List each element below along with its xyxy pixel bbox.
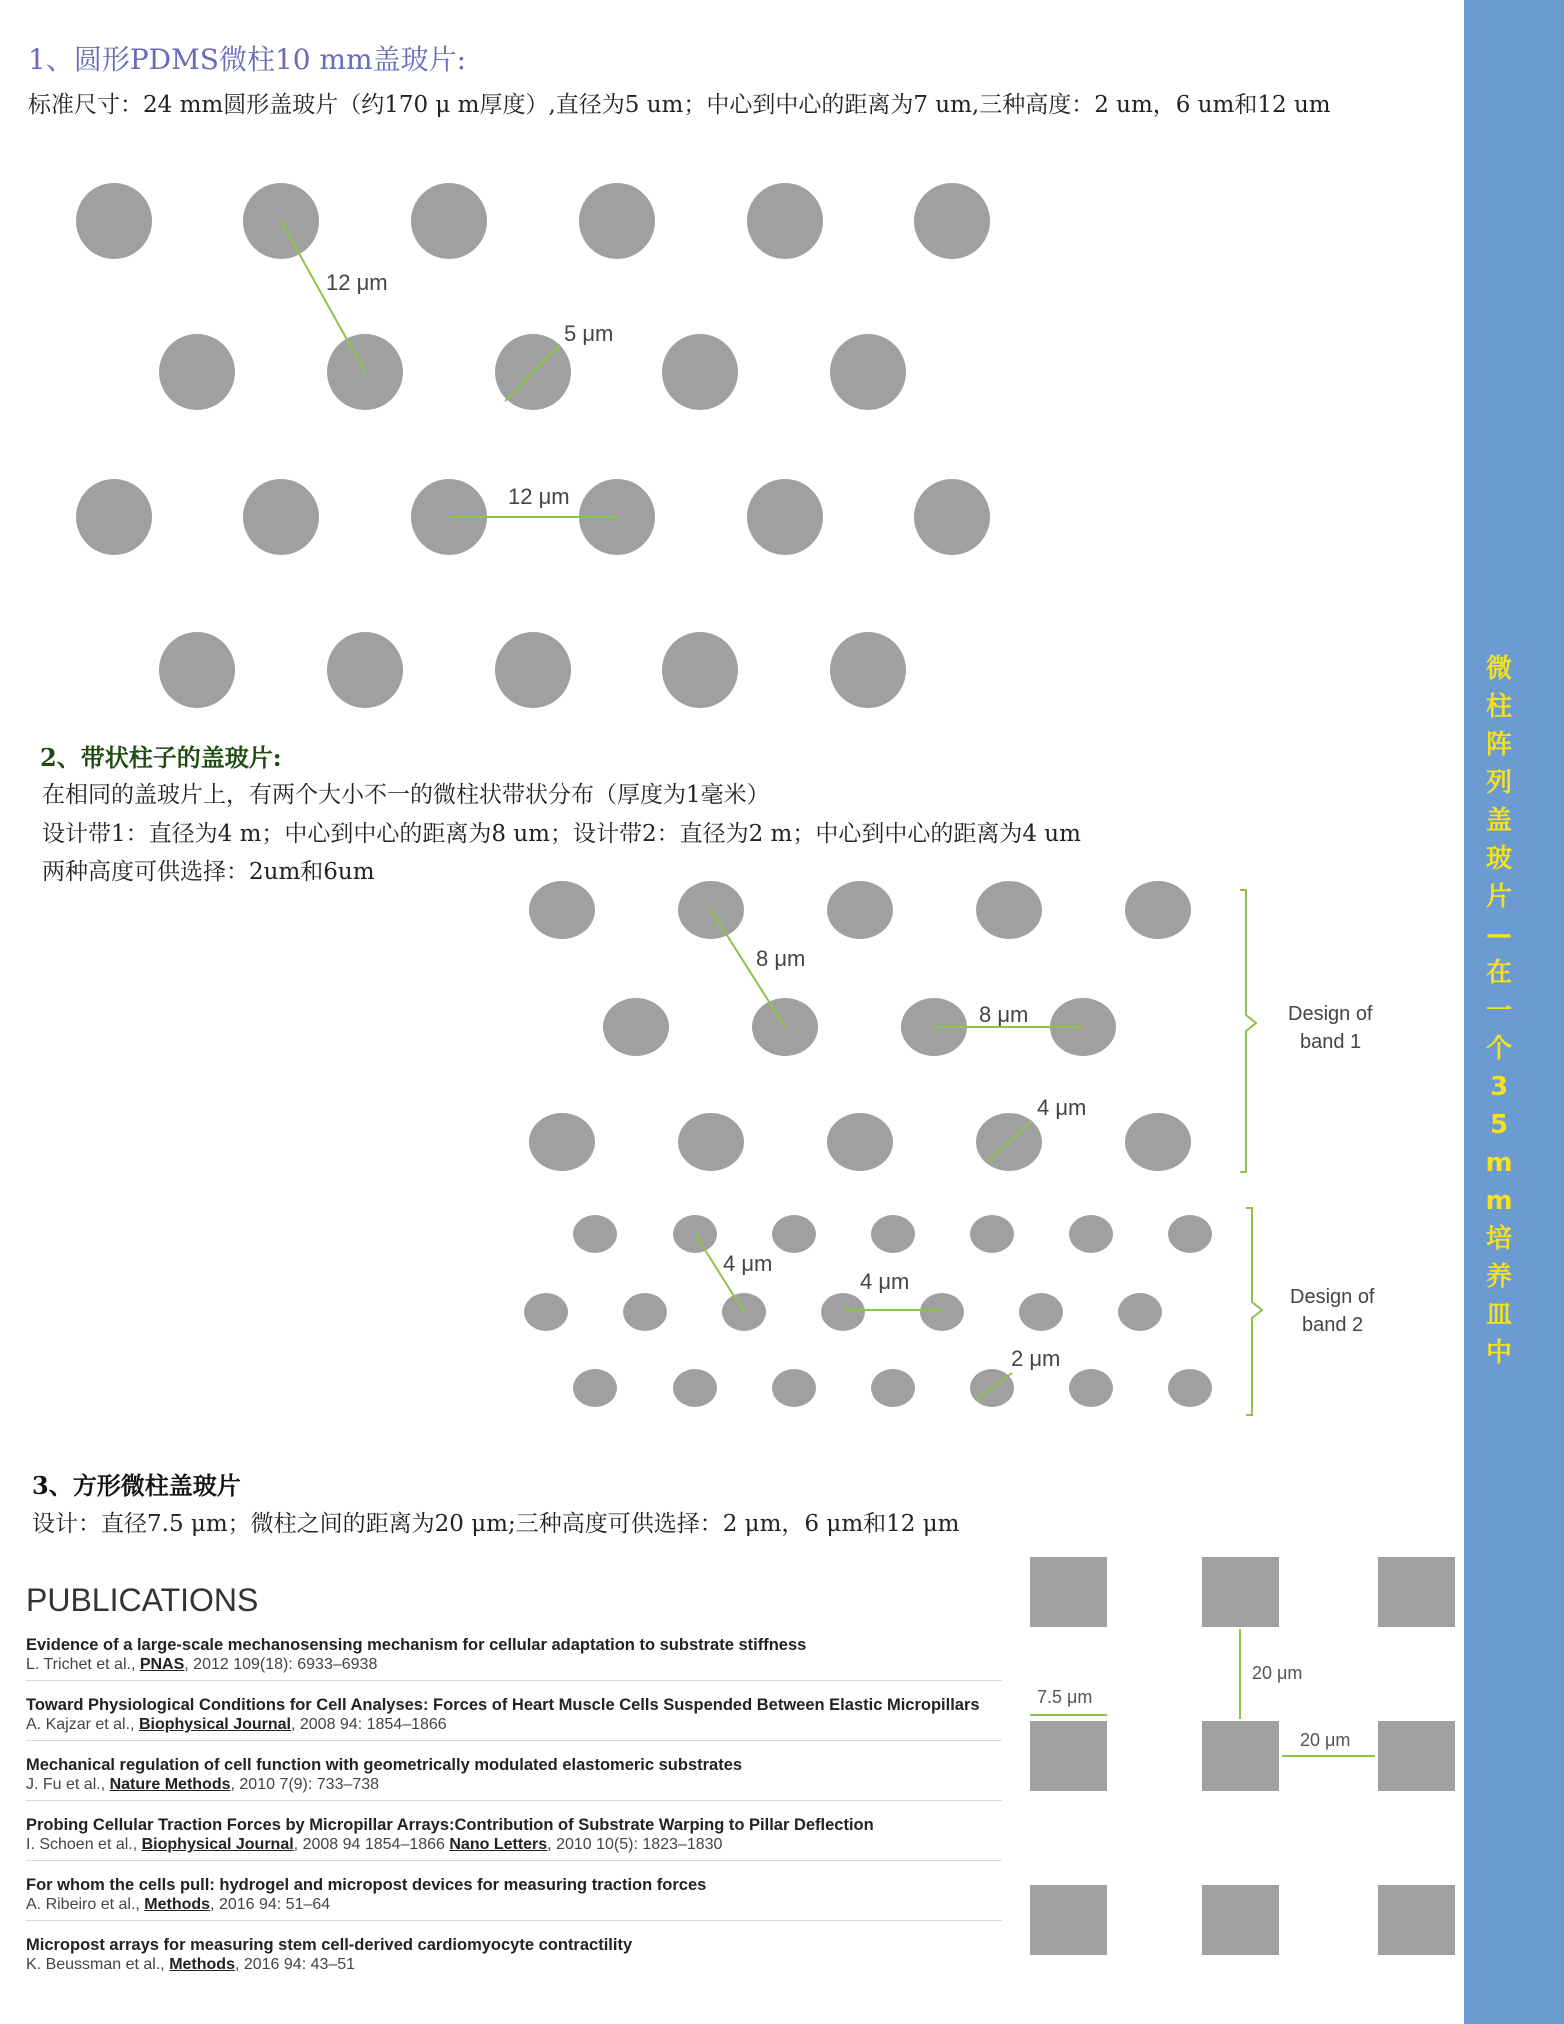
pillar-band2	[623, 1293, 667, 1331]
square-pillar	[1378, 1885, 1455, 1955]
pillar	[243, 479, 319, 555]
pillar-band2	[970, 1215, 1014, 1253]
pillar	[830, 334, 906, 410]
pillar-band2	[821, 1293, 865, 1331]
pillar	[914, 479, 990, 555]
pillar-band2	[573, 1369, 617, 1407]
square-pillar	[1202, 1557, 1279, 1627]
pillar-band2	[871, 1369, 915, 1407]
journal-link[interactable]: Methods	[144, 1896, 211, 1913]
pillar-band1	[529, 1113, 595, 1171]
publication-title[interactable]: Mechanical regulation of cell function with geometrically modulated elastomeric substrates	[26, 1756, 743, 1774]
pillar-band1	[827, 881, 893, 939]
pillar-band2	[1069, 1215, 1113, 1253]
publication-authors: A. Ribeiro et al.,	[26, 1896, 145, 1913]
publication-item	[26, 1756, 1002, 1801]
journal-link[interactable]: Biophysical Journal	[138, 1716, 291, 1733]
band1-diameter-label: 4 μm	[1037, 1095, 1087, 1120]
pillar-band1	[678, 1113, 744, 1171]
publication-item	[26, 1636, 1002, 1681]
journal-link[interactable]: Methods	[169, 1956, 235, 1973]
pillar	[411, 183, 487, 259]
publication-item	[26, 1816, 1002, 1861]
band2-bracket	[1246, 1208, 1262, 1415]
band2-diag-label: 4 μm	[723, 1251, 773, 1276]
pillar-band2	[871, 1215, 915, 1253]
section1-title: 1、圆形PDMS微柱10 mm盖玻片:	[28, 43, 467, 76]
band2-diameter-label: 2 μm	[1011, 1346, 1061, 1371]
pillar	[662, 334, 738, 410]
pillar	[76, 479, 152, 555]
pillar-band1	[1125, 1113, 1191, 1171]
square-pillar	[1030, 1721, 1107, 1791]
section3-spec: 设计：直径7.5 μm；微柱之间的距离为20 μm;三种高度可供选择：2 μm，6 μm和12 μm	[32, 1511, 960, 1537]
section2-line1: 在相同的盖玻片上，有两个大小不一的微柱状带状分布（厚度为1毫米）	[42, 782, 770, 808]
publication-details: , 2008 94: 1854–1866	[290, 1716, 447, 1733]
square-pillar	[1030, 1885, 1107, 1955]
pillar	[159, 334, 235, 410]
publication-item	[26, 1936, 1002, 1980]
section1-figure	[0, 150, 1100, 750]
pillar	[159, 632, 235, 708]
publication-details: , 2008 94 1854–1866	[293, 1836, 450, 1853]
pillar-band1	[1125, 881, 1191, 939]
pillar-band2	[524, 1293, 568, 1331]
diag-label: 12 μm	[326, 270, 388, 295]
vertical-label: 20 μm	[1252, 1663, 1303, 1683]
square-pillar	[1378, 1557, 1455, 1627]
pillar-band2	[772, 1369, 816, 1407]
section2-title: 2、带状柱子的盖玻片:	[40, 743, 282, 772]
pillar-band2	[1019, 1293, 1063, 1331]
pillar-band2	[1168, 1369, 1212, 1407]
pillar-band2	[1069, 1369, 1113, 1407]
journal-link[interactable]: Biophysical Journal	[141, 1836, 294, 1853]
pillar	[747, 183, 823, 259]
publication-title[interactable]: Probing Cellular Traction Forces by Micropillar Arrays:Contribution of Substrate Warping to Pillar Deflection	[26, 1816, 874, 1834]
section2-line2: 设计带1：直径为4 m；中心到中心的距离为8 um；设计带2：直径为2 m；中心到中心的距离为4 um	[42, 821, 1081, 847]
diameter-label: 5 μm	[564, 321, 614, 346]
pillar	[76, 183, 152, 259]
square-pillar	[1202, 1885, 1279, 1955]
publication-details: , 2010 10(5): 1823–1830	[547, 1836, 723, 1853]
pillar	[830, 632, 906, 708]
journal-link[interactable]: PNAS	[139, 1656, 185, 1673]
pillar	[662, 632, 738, 708]
section3-title: 3、方形微柱盖玻片	[32, 1471, 241, 1500]
publication-title[interactable]: For whom the cells pull: hydrogel and micropost devices for measuring traction forces	[26, 1876, 707, 1894]
pillar-band1	[529, 881, 595, 939]
section3-figure	[1020, 1545, 1460, 1965]
width-label: 7.5 μm	[1037, 1687, 1093, 1707]
horizontal-label: 12 μm	[508, 484, 570, 509]
band1-label-line2: band 1	[1300, 1031, 1362, 1053]
pillar-band2	[1118, 1293, 1162, 1331]
band1-diag-label: 8 μm	[756, 946, 806, 971]
band2-horizontal-label: 4 μm	[860, 1269, 910, 1294]
pillar-band2	[920, 1293, 964, 1331]
pillar	[579, 183, 655, 259]
band1-horizontal-label: 8 μm	[979, 1002, 1029, 1027]
publication-title[interactable]: Toward Physiological Conditions for Cell Analyses: Forces of Heart Muscle Cells Suspended Between Elastic Micropillars	[26, 1696, 980, 1714]
publication-details: , 2016 94: 43–51	[234, 1956, 356, 1973]
band2-label-line1: Design of	[1290, 1286, 1375, 1308]
pillar	[495, 632, 571, 708]
pillar-band1	[603, 998, 669, 1056]
journal-link[interactable]: Nano Letters	[449, 1836, 548, 1853]
square-pillar	[1030, 1557, 1107, 1627]
pillar	[914, 183, 990, 259]
band1-bracket	[1240, 890, 1256, 1172]
horizontal-label: 20 μm	[1300, 1730, 1351, 1750]
publication-details: , 2016 94: 51–64	[210, 1896, 331, 1913]
publication-authors: I. Schoen et al.,	[26, 1836, 142, 1853]
publication-authors: K. Beussman et al.,	[26, 1956, 170, 1973]
publication-title[interactable]: Evidence of a large-scale mechanosensing mechanism for cellular adaptation to substrate stiffness	[26, 1636, 807, 1654]
journal-link[interactable]: Nature Methods	[109, 1776, 231, 1793]
square-pillar	[1378, 1721, 1455, 1791]
pillar-band2	[772, 1215, 816, 1253]
publication-details: , 2012 109(18): 6933–6938	[184, 1656, 378, 1673]
publication-details: , 2010 7(9): 733–738	[230, 1776, 380, 1793]
pillar-band2	[1168, 1215, 1212, 1253]
pillar-band1	[827, 1113, 893, 1171]
publication-authors: A. Kajzar et al.,	[26, 1716, 139, 1733]
pillar-band2	[673, 1369, 717, 1407]
sidebar-vertical-title: 微 柱 阵 列 盖 玻 片 — 在 一 个 3 5 m m 培 养 皿 中	[1485, 654, 1513, 1368]
section2-figure	[500, 870, 1400, 1430]
publication-authors: J. Fu et al.,	[26, 1776, 110, 1793]
band1-label-line1: Design of	[1288, 1003, 1373, 1025]
pillar	[327, 632, 403, 708]
dimension-line	[281, 221, 365, 372]
publications-heading: PUBLICATIONS	[26, 1582, 259, 1618]
pillar-band2	[573, 1215, 617, 1253]
band2-label-line2: band 2	[1302, 1314, 1364, 1336]
publication-authors: L. Trichet et al.,	[26, 1656, 140, 1673]
pillar-band1	[976, 881, 1042, 939]
pillar	[747, 479, 823, 555]
section1-spec: 标准尺寸：24 mm圆形盖玻片（约170 μ m厚度）,直径为5 um；中心到中心的距离为7 um,三种高度：2 um，6 um和12 um	[28, 92, 1331, 118]
publication-item	[26, 1696, 1002, 1741]
publication-item	[26, 1876, 1002, 1921]
publication-title[interactable]: Micropost arrays for measuring stem cell-derived cardiomyocyte contractility	[26, 1936, 633, 1954]
section2-line3: 两种高度可供选择：2um和6um	[42, 859, 375, 885]
square-pillar	[1202, 1721, 1279, 1791]
